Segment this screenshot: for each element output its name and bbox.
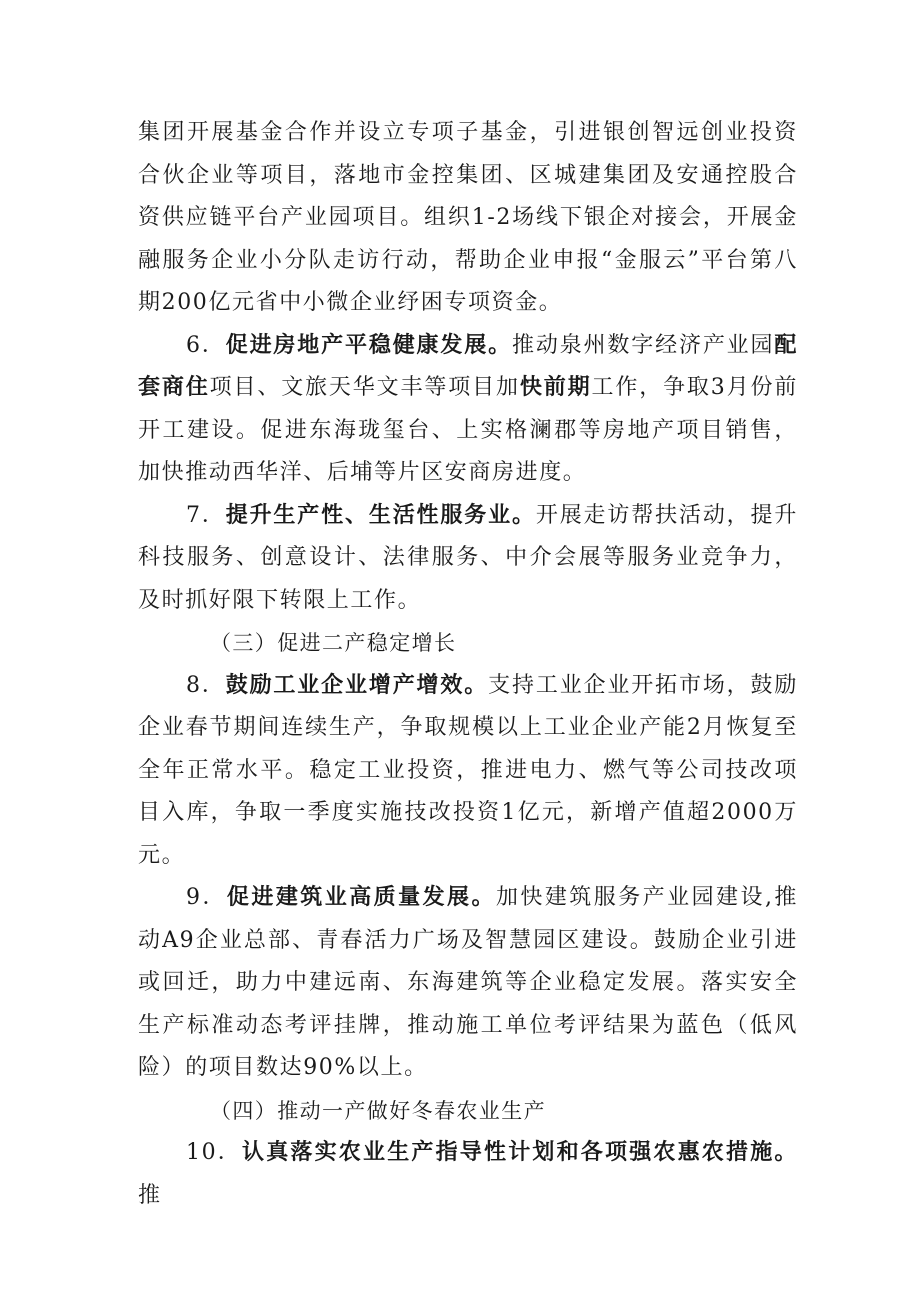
section-heading-text: （三）促进二产稳定增长	[210, 631, 457, 655]
paragraph-continued	[138, 112, 798, 325]
item-number: 6．	[186, 332, 226, 358]
item-title: 鼓励工业企业增产增效。	[225, 672, 489, 698]
paragraph-item-8	[138, 665, 798, 878]
item-body-part3: 工作，争取3月份前开工建设。促进东海珑玺台、上实格澜郡等房地产项目销售，加快推动西华洋、后埔等片区安商房进度。	[138, 375, 798, 485]
paragraph-item-10	[138, 1132, 798, 1217]
section-heading-text: （四）推动一产做好冬春农业生产	[210, 1098, 546, 1123]
item-body: 推	[138, 1182, 162, 1208]
paragraph-text: 集团开展基金合作并设立专项子基金，引进银创智远创业投资合伙企业等项目，落地市金控集团、区城建集团及安通控股合资供应链平台产业园项目。组织1-2场线下银企对接会，开展金融服务企业小分队走访行动，帮助企业申报“金服云”平台第八期200亿元省中小微企业纾困专项资金。	[138, 120, 798, 315]
paragraph-item-6	[138, 325, 798, 495]
item-body: 支持工业企业开拓市场，鼓励企业春节期间连续生产，争取规模以上工业企业产能2月恢复至全年正常水平。稳定工业投资，推进电力、燃气等公司技改项目入库，争取一季度实施技改投资1亿元，新增产值超2000万元。	[138, 672, 798, 868]
item-number: 10．	[186, 1140, 242, 1165]
item-title: 促进建筑业高质量发展。	[226, 885, 496, 910]
item-number: 8．	[186, 672, 226, 698]
paragraph-item-7	[138, 495, 798, 623]
item-title: 促进房地产平稳健康发展。	[225, 332, 512, 358]
item-title: 提升生产性、生活性服务业。	[225, 502, 536, 528]
section-heading-3	[138, 622, 798, 665]
item-number: 9．	[186, 885, 227, 910]
item-number: 7．	[186, 502, 226, 528]
item-body: 加快建筑服务产业园建设,推动A9企业总部、青春活力广场及智慧园区建设。鼓励企业引进或回迁，助力中建远南、东海建筑等企业稳定发展。落实安全生产标准动态考评挂牌，推动施工单位考评结果为蓝色（低风险）的项目数达90%以上。	[138, 885, 798, 1080]
paragraph-item-9	[138, 877, 798, 1090]
document-page	[138, 112, 798, 1217]
item-body-bold1: 配套商住	[138, 332, 798, 400]
item-title: 认真落实农业生产指导性计划和各项强农惠农措施。	[242, 1140, 798, 1165]
item-body: 开展走访帮扶活动，提升科技服务、创意设计、法律服务、中介会展等服务业竞争力，及时抓好限下转限上工作。	[138, 502, 798, 613]
item-body-part2: 项目、文旅天华文丰等项目加	[209, 375, 520, 400]
item-body-bold2: 快前期	[519, 375, 592, 400]
section-heading-4	[138, 1090, 798, 1133]
item-body-part1: 推动泉州数字经济产业园	[511, 332, 775, 358]
